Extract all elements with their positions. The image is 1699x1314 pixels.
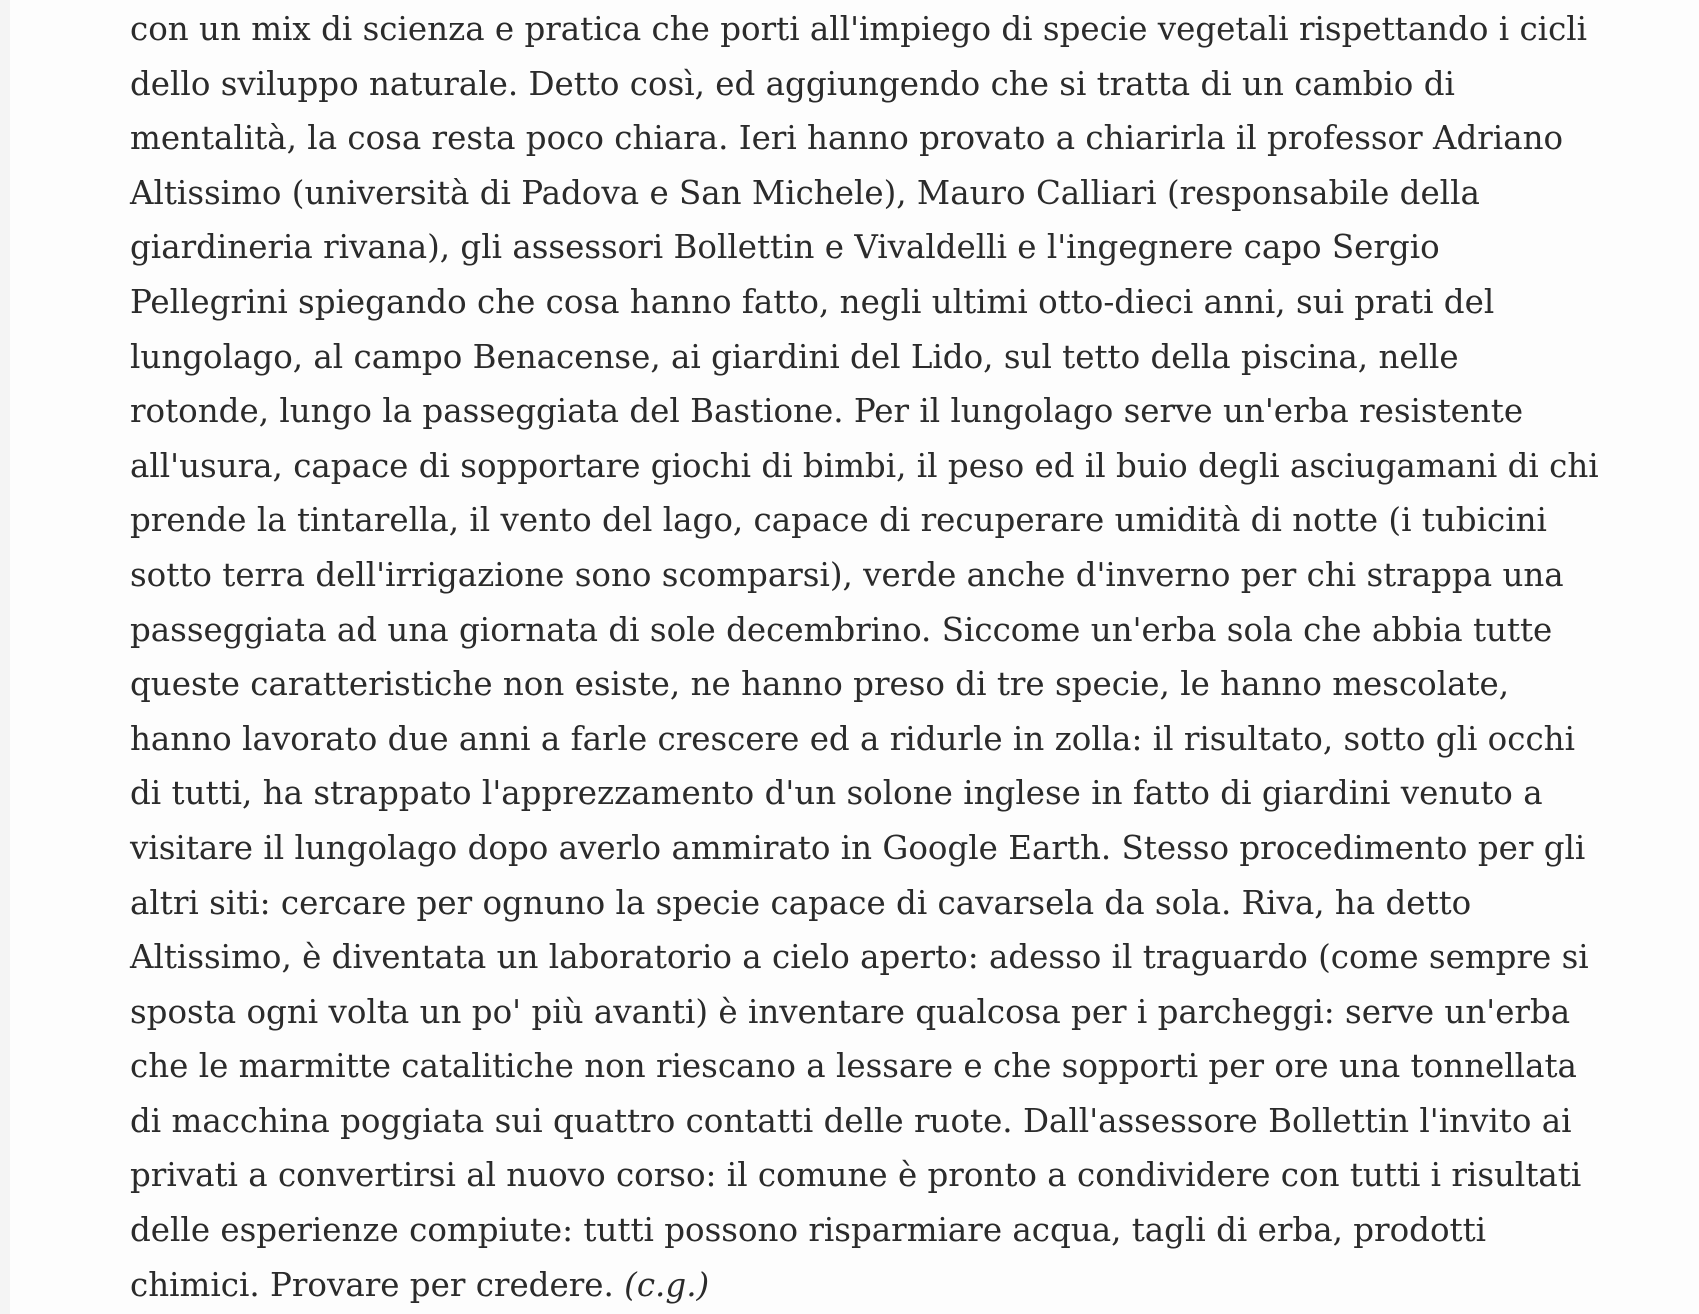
- text-line: all'usura, capace di sopportare giochi di bimbi, il peso ed il buio degli asciugamani di chi: [130, 446, 1599, 485]
- text-line: dello sviluppo naturale. Detto così, ed aggiungendo che si tratta di un cambio di: [130, 64, 1455, 103]
- text-line: con un mix di scienza e pratica che porti all'impiego di specie vegetali rispettando i cicli: [130, 10, 1588, 48]
- text-line: Altissimo (università di Padova e San Michele), Mauro Calliari (responsabile della: [130, 173, 1480, 212]
- text-line: lungolago, al campo Benacense, ai giardini del Lido, sul tetto della piscina, nelle: [130, 337, 1459, 376]
- text-line: di macchina poggiata sui quattro contatti delle ruote. Dall'assessore Bollettin l'invito ai: [130, 1101, 1572, 1140]
- article-body: [130, 2, 1600, 1312]
- text-line: delle esperienze compiute: tutti possono risparmiare acqua, tagli di erba, prodotti: [130, 1211, 1487, 1250]
- text-line: mentalità, la cosa resta poco chiara. Ieri hanno provato a chiarirla il professor Adriano: [130, 119, 1564, 158]
- text-line: privati a convertirsi al nuovo corso: il comune è pronto a condividere con tutti i risultati: [130, 1156, 1582, 1195]
- author-signature: (c.g.): [624, 1265, 710, 1304]
- text-line: giardineria rivana), gli assessori Bollettin e Vivaldelli e l'ingegnere capo Sergio: [130, 228, 1440, 267]
- text-line: Pellegrini spiegando che cosa hanno fatto, negli ultimi otto-dieci anni, sui prati del: [130, 282, 1495, 321]
- text-line: hanno lavorato due anni a farle crescere ed a ridurle in zolla: il risultato, sotto gli occhi: [130, 719, 1575, 758]
- text-line: sotto terra dell'irrigazione sono scomparsi), verde anche d'inverno per chi strappa una: [130, 555, 1564, 594]
- last-text-line: [130, 1258, 1600, 1313]
- text-line: passeggiata ad una giornata di sole decembrino. Siccome un'erba sola che abbia tutte: [130, 610, 1553, 649]
- text-line: visitare il lungolago dopo averlo ammirato in Google Earth. Stesso procedimento per gli: [130, 828, 1586, 867]
- text-line: prende la tintarella, il vento del lago, capace di recuperare umidità di notte (i tubicini: [130, 501, 1547, 540]
- text-line: rotonde, lungo la passeggiata del Bastione. Per il lungolago serve un'erba resistente: [130, 392, 1524, 431]
- text-line: di tutti, ha strappato l'apprezzamento d'un solone inglese in fatto di giardini venuto a: [130, 774, 1543, 813]
- text-line: queste caratteristiche non esiste, ne hanno preso di tre specie, le hanno mescolate,: [130, 665, 1510, 704]
- text-line: sposta ogni volta un po' più avanti) è inventare qualcosa per i parcheggi: serve un'erba: [130, 992, 1571, 1031]
- closing-sentence: chimici. Provare per credere.: [130, 1265, 614, 1304]
- text-line: altri siti: cercare per ognuno la specie capace di cavarsela da sola. Riva, ha detto: [130, 883, 1472, 922]
- text-line: Altissimo, è diventata un laboratorio a cielo aperto: adesso il traguardo (come sempre si: [130, 938, 1589, 977]
- text-line: che le marmitte catalitiche non riescano a lessare e che sopporti per ore una tonnellata: [130, 1047, 1577, 1086]
